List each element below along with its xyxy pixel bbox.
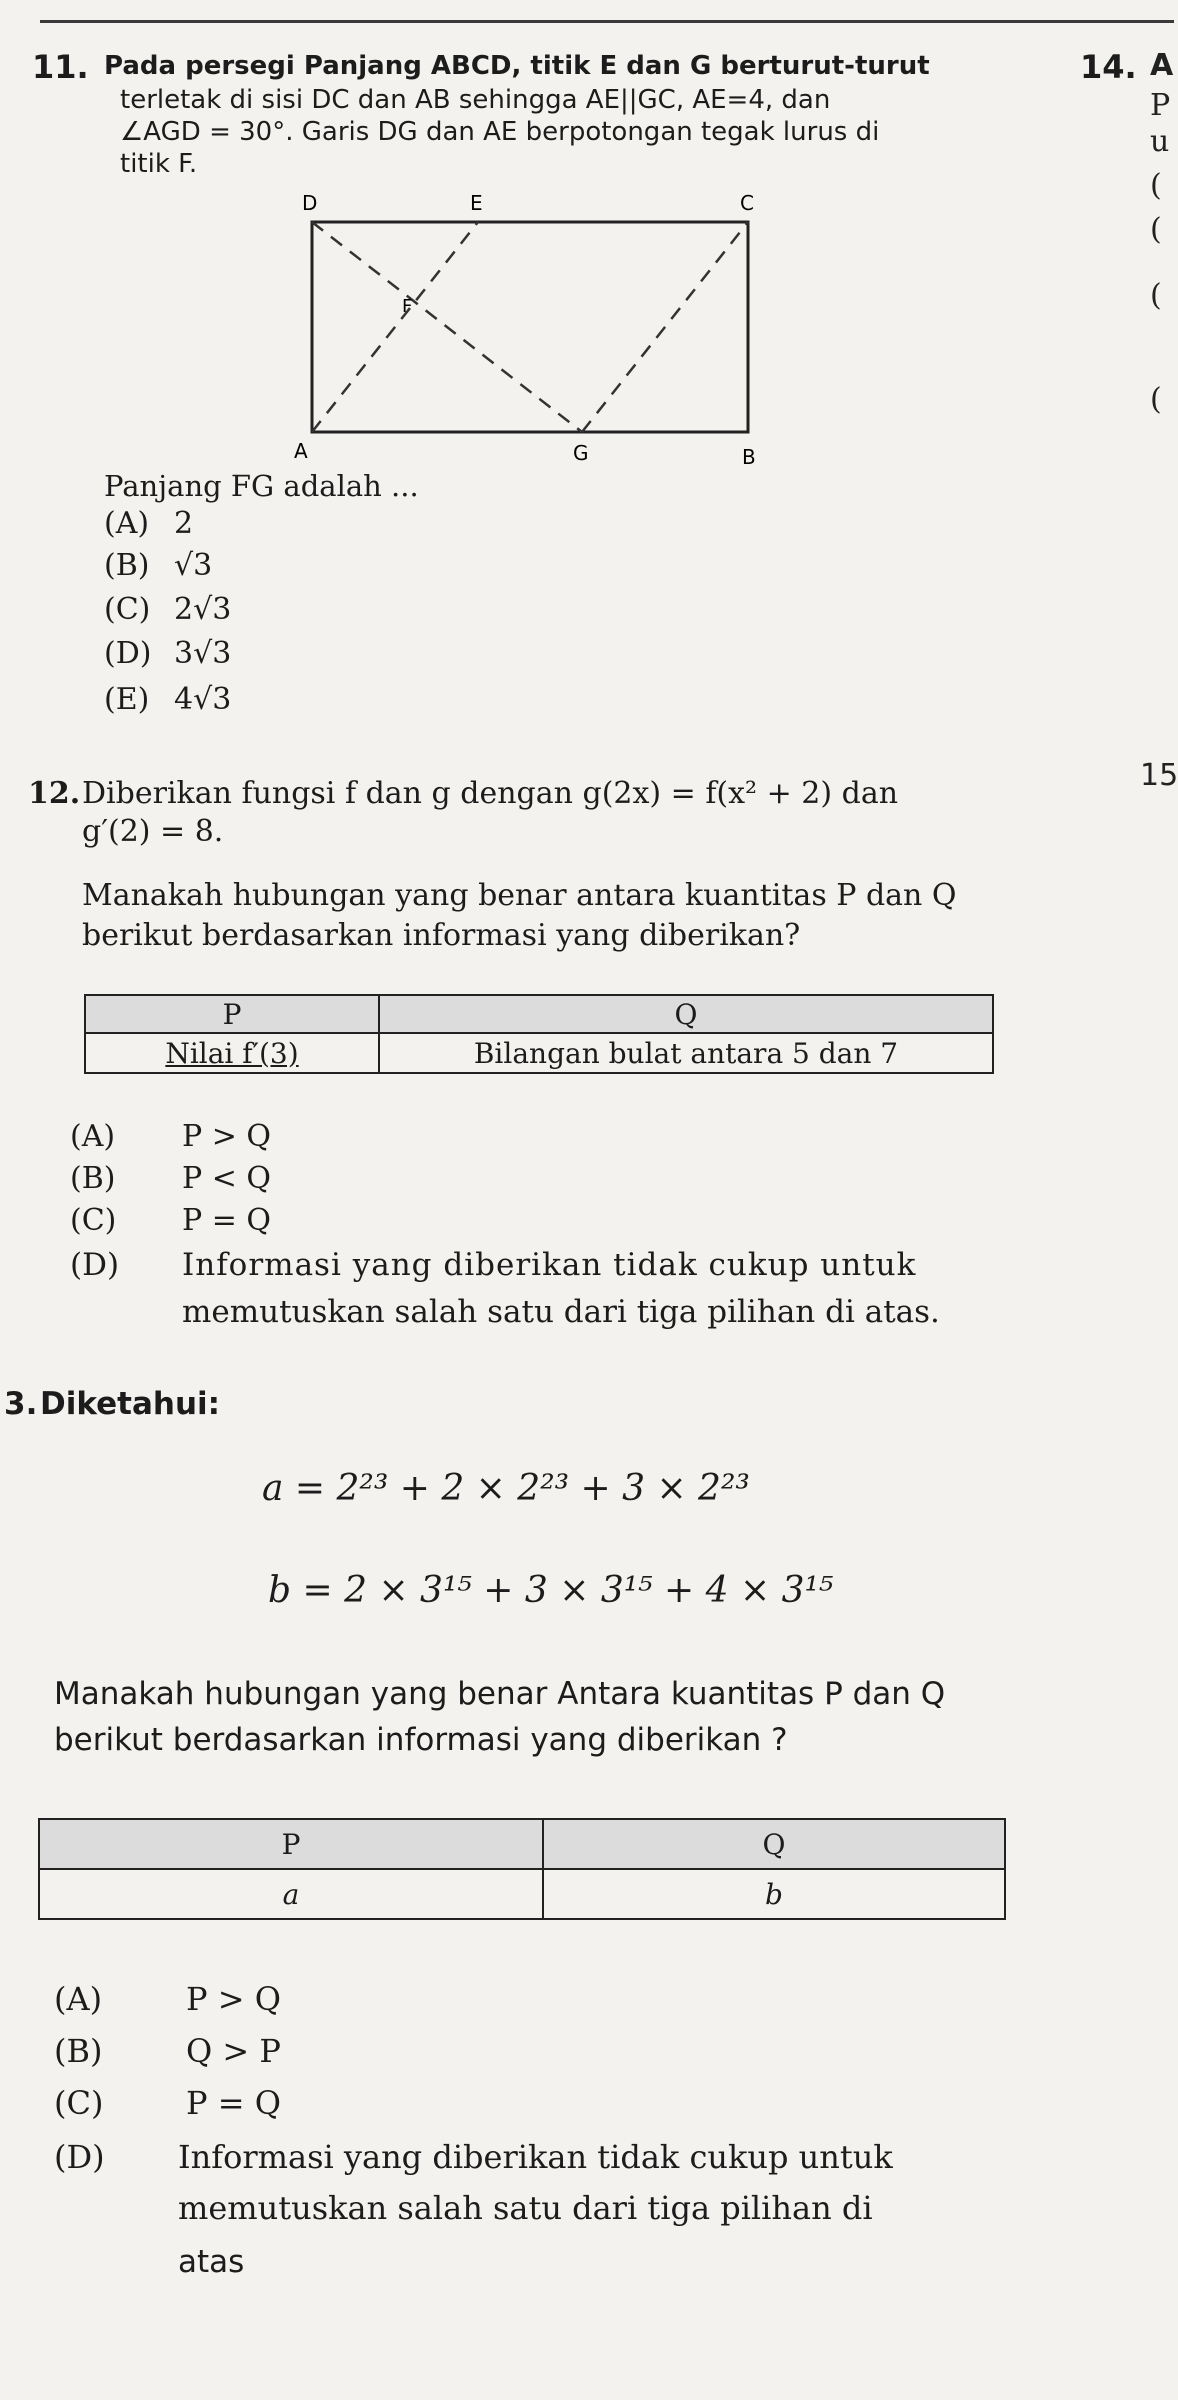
q11-option-d: (D) 3√3 [104, 636, 232, 671]
q12-option-c: (C) P = Q [70, 1203, 271, 1238]
q13-option-a: (A) P > Q [54, 1980, 281, 2018]
q13-option-d-line-2: memutuskan salah satu dari tiga pilihan di [178, 2189, 873, 2227]
q11-option-b: (B) √3 [104, 548, 213, 583]
q13-table-head-p: P [39, 1819, 543, 1869]
q12-option-a: (A) P > Q [70, 1119, 271, 1154]
line-gc [582, 222, 748, 432]
label-c: C [740, 191, 754, 215]
line-dg [312, 222, 582, 432]
q13-option-d: (D) Informasi yang diberikan tidak cukup untuk [54, 2138, 893, 2176]
q13-option-b: (B) Q > P [54, 2032, 281, 2070]
q11-option-c: (C) 2√3 [104, 592, 232, 627]
q13-table [38, 1818, 1006, 1920]
q14-fragment: A [1150, 48, 1174, 83]
q13-number: 3. [4, 1386, 38, 1422]
q12-option-b: (B) P < Q [70, 1161, 271, 1196]
rectangle-abcd [312, 222, 748, 432]
q11-number: 11. [32, 48, 89, 86]
q13-table-cell-p: a [39, 1869, 543, 1919]
q12-table-cell-p: Nilai f′(3) [85, 1033, 379, 1073]
q11-line-2: terletak di sisi DC dan AB sehingga AE||GC, AE=4, dan [120, 85, 831, 115]
q12-line-1: Diberikan fungsi f dan g dengan g(2x) = f(x² + 2) dan [82, 776, 899, 811]
q12-table-head-q: Q [379, 995, 993, 1033]
q13-option-c: (C) P = Q [54, 2084, 281, 2122]
q11-line-3: ∠AGD = 30°. Garis DG dan AE berpotongan tegak lurus di [120, 117, 880, 147]
q12-prompt-1: Manakah hubungan yang benar antara kuantitas P dan Q [82, 878, 957, 913]
right-paren-3: ( [1150, 278, 1162, 313]
q11-question: Panjang FG adalah ... [104, 469, 419, 503]
q12-table-cell-q: Bilangan bulat antara 5 dan 7 [379, 1033, 993, 1073]
label-f: F [402, 296, 413, 317]
right-fragment-p: P [1150, 88, 1171, 123]
q12-prompt-2: berikut berdasarkan informasi yang diberikan? [82, 918, 801, 953]
q13-option-d-line-3: atas [178, 2244, 245, 2280]
rectangle-figure [280, 180, 780, 470]
q14-number: 14. [1080, 48, 1137, 86]
q12-table-head-p: P [85, 995, 379, 1033]
right-paren-2: ( [1150, 212, 1162, 247]
q13-prompt-1: Manakah hubungan yang benar Antara kuantitas P dan Q [54, 1676, 946, 1712]
q12-table [84, 994, 994, 1074]
q12-number: 12. [28, 776, 81, 811]
equation-b: b = 2 × 3¹⁵ + 3 × 3¹⁵ + 4 × 3¹⁵ [268, 1570, 834, 1611]
label-d: D [302, 191, 318, 215]
label-b: B [742, 445, 756, 469]
q13-title: Diketahui: [40, 1386, 221, 1422]
label-g: G [573, 441, 589, 465]
q13-table-cell-q: b [543, 1869, 1005, 1919]
equation-a: a = 2²³ + 2 × 2²³ + 3 × 2²³ [262, 1468, 750, 1509]
label-a: A [294, 439, 308, 463]
q12-line-2: g′(2) = 8. [82, 814, 224, 849]
right-fragment-u: u [1150, 124, 1170, 159]
right-paren-4: ( [1150, 382, 1162, 417]
q11-line-4: titik F. [120, 149, 198, 179]
q15-number: 15 [1140, 758, 1178, 793]
q12-option-d: (D) Informasi yang diberikan tidak cukup untuk [70, 1247, 917, 1283]
right-paren-1: ( [1150, 168, 1162, 203]
line-ae [312, 222, 478, 432]
q11-option-a: (A) 2 [104, 506, 194, 541]
q13-prompt-2: berikut berdasarkan informasi yang diberikan ? [54, 1722, 788, 1758]
top-rule [40, 20, 1174, 23]
label-e: E [470, 191, 483, 215]
q11-option-e: (E) 4√3 [104, 682, 232, 717]
q12-option-d-line-2: memutuskan salah satu dari tiga pilihan di atas. [182, 1294, 940, 1330]
q11-line-1: Pada persegi Panjang ABCD, titik E dan G berturut-turut [104, 51, 930, 81]
q13-table-head-q: Q [543, 1819, 1005, 1869]
